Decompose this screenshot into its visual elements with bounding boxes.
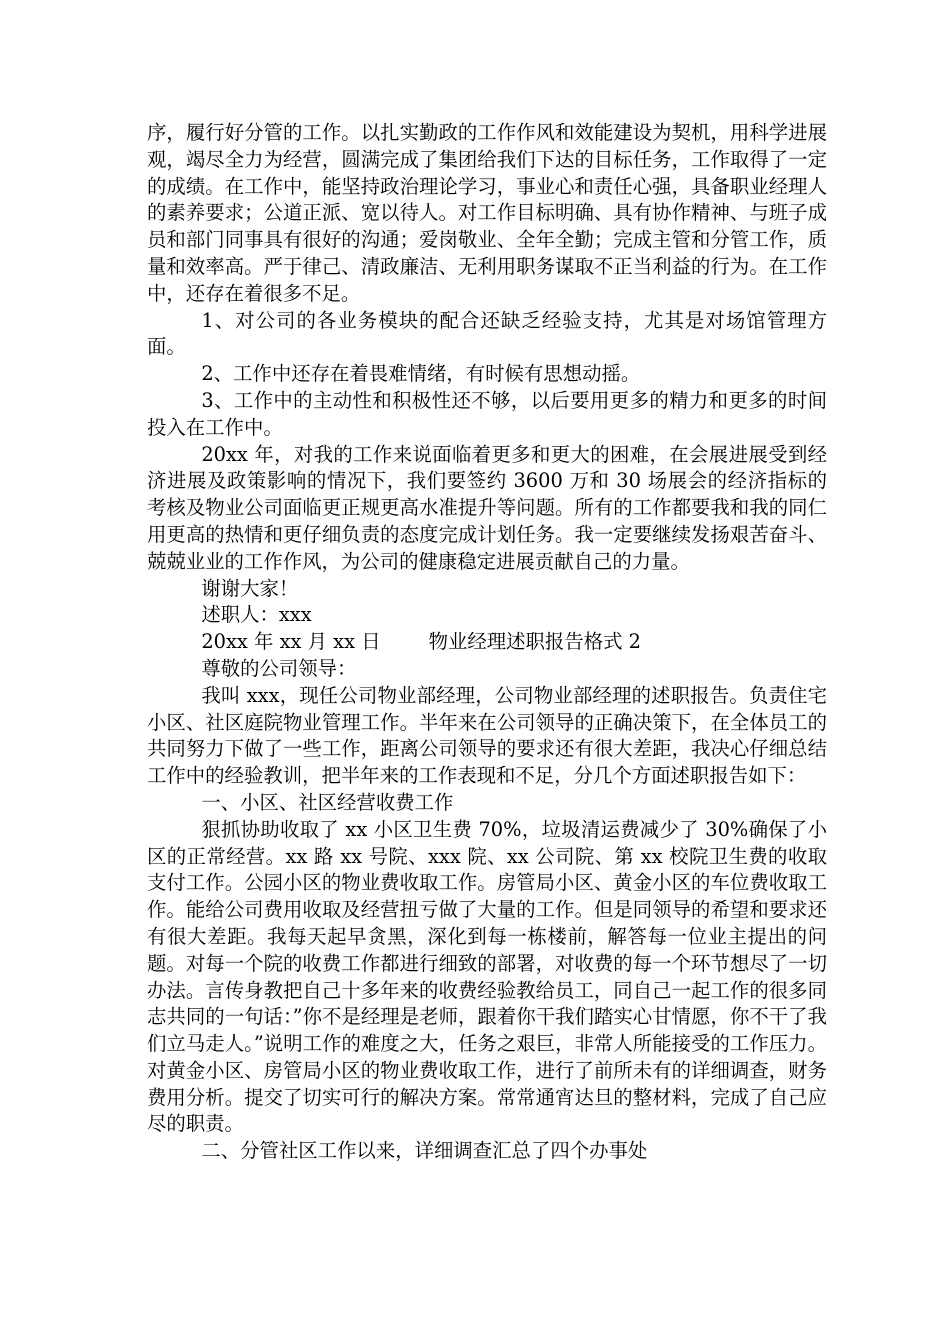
paragraph-point-2: 2、工作中还存在着畏难情绪，有时候有思想动摇。 [201, 362, 641, 386]
paragraph-point-3: 3、工作中的主动性和积极性还不够，以后要用更多的精力和更多的时间投入在工作中。 [147, 388, 827, 439]
document-page [147, 120, 827, 1165]
section-title: 物业经理述职报告格式 2 [428, 630, 642, 654]
date-title-line [147, 629, 827, 656]
paragraph-fees: 狠抓协助收取了 xx 小区卫生费 70%，垃圾清运费减少了 30%确保了小区的正常经营。xx 路 xx 号院、xxx 院、xx 公司院、第 xx 校院卫生费的收取支付工作。公园小区的物业费收取工作。房管局小区、黄金小区的车位费收取工作。能给公司费用收取及经营扭亏做了大量的工作。但是同领导的希望和要求还有很大差距。我每天起早贪黑，深化到每一栋楼前，解答每一位业主提出的问题。对每一个院的收费工作都进行细致的部署，对收费的每一个环节想尽了一切办法。言传身教把自己十多年来的收费经验教给员工，同自己一起工作的很多同志共同的一句话：”你不是经理是老师，跟着你干我们踏实心甘情愿，你不干了我们立马走人。”说明工作的难度之大，任务之艰巨，非常人所能接受的工作压力。对黄金小区、房管局小区的物业费收取工作，进行了前所未有的详细调查，财务费用分析。提交了切实可行的解决方案。常常通宵达旦的整材料，完成了自己应尽的职责。 [147, 817, 827, 1136]
paragraph-plan: 20xx 年，对我的工作来说面临着更多和更大的困难，在会展进展受到经济进展及政策影响的情况下，我们要签约 3600 万和 30 场展会的经济指标的考核及物业公司面临更正规更高水准提升等问题。所有的工作都要我和我的同仁用更高的热情和更仔细负责的态度完成计划任务。我一定要继续发扬艰苦奋斗、兢兢业业的工作作风，为公司的健康稳定进展贡献自己的力量。 [147, 442, 827, 573]
paragraph-signature: 述职人：xxx [201, 603, 312, 627]
paragraph-salutation: 尊敬的公司领导： [201, 656, 357, 680]
report-date: 20xx 年 xx 月 xx 日 [201, 630, 381, 654]
heading-section-1: 一、小区、社区经营收费工作 [201, 790, 454, 814]
paragraph-intro: 序，履行好分管的工作。以扎实勤政的工作作风和效能建设为契机，用科学进展观，竭尽全力为经营，圆满完成了集团给我们下达的目标任务，工作取得了一定的成绩。在工作中，能坚持政治理论学习，事业心和责任心强，具备职业经理人的素养要求；公道正派、宽以待人。对工作目标明确、具有协作精神、与班子成员和部门同事具有很好的沟通；爱岗敬业、全年全勤；完成主管和分管工作，质量和效率高。严于律己、清政廉洁、无利用职务谋取不正当利益的行为。在工作中，还存在着很多不足。 [147, 121, 827, 305]
paragraph-introduction: 我叫 xxx，现任公司物业部经理，公司物业部经理的述职报告。负责住宅小区、社区庭院物业管理工作。半年来在公司领导的正确决策下，在全体员工的共同努力下做了一些工作，距离公司领导的要求还有很大差距，我决心仔细总结工作中的经验教训，把半年来的工作表现和不足，分几个方面述职报告如下： [147, 683, 827, 788]
paragraph-point-1: 1、对公司的各业务模块的配合还缺乏经验支持，尤其是对场馆管理方面。 [147, 308, 827, 359]
heading-section-2: 二、分管社区工作以来，详细调查汇总了四个办事处 [201, 1139, 648, 1163]
paragraph-thanks: 谢谢大家！ [201, 576, 299, 600]
